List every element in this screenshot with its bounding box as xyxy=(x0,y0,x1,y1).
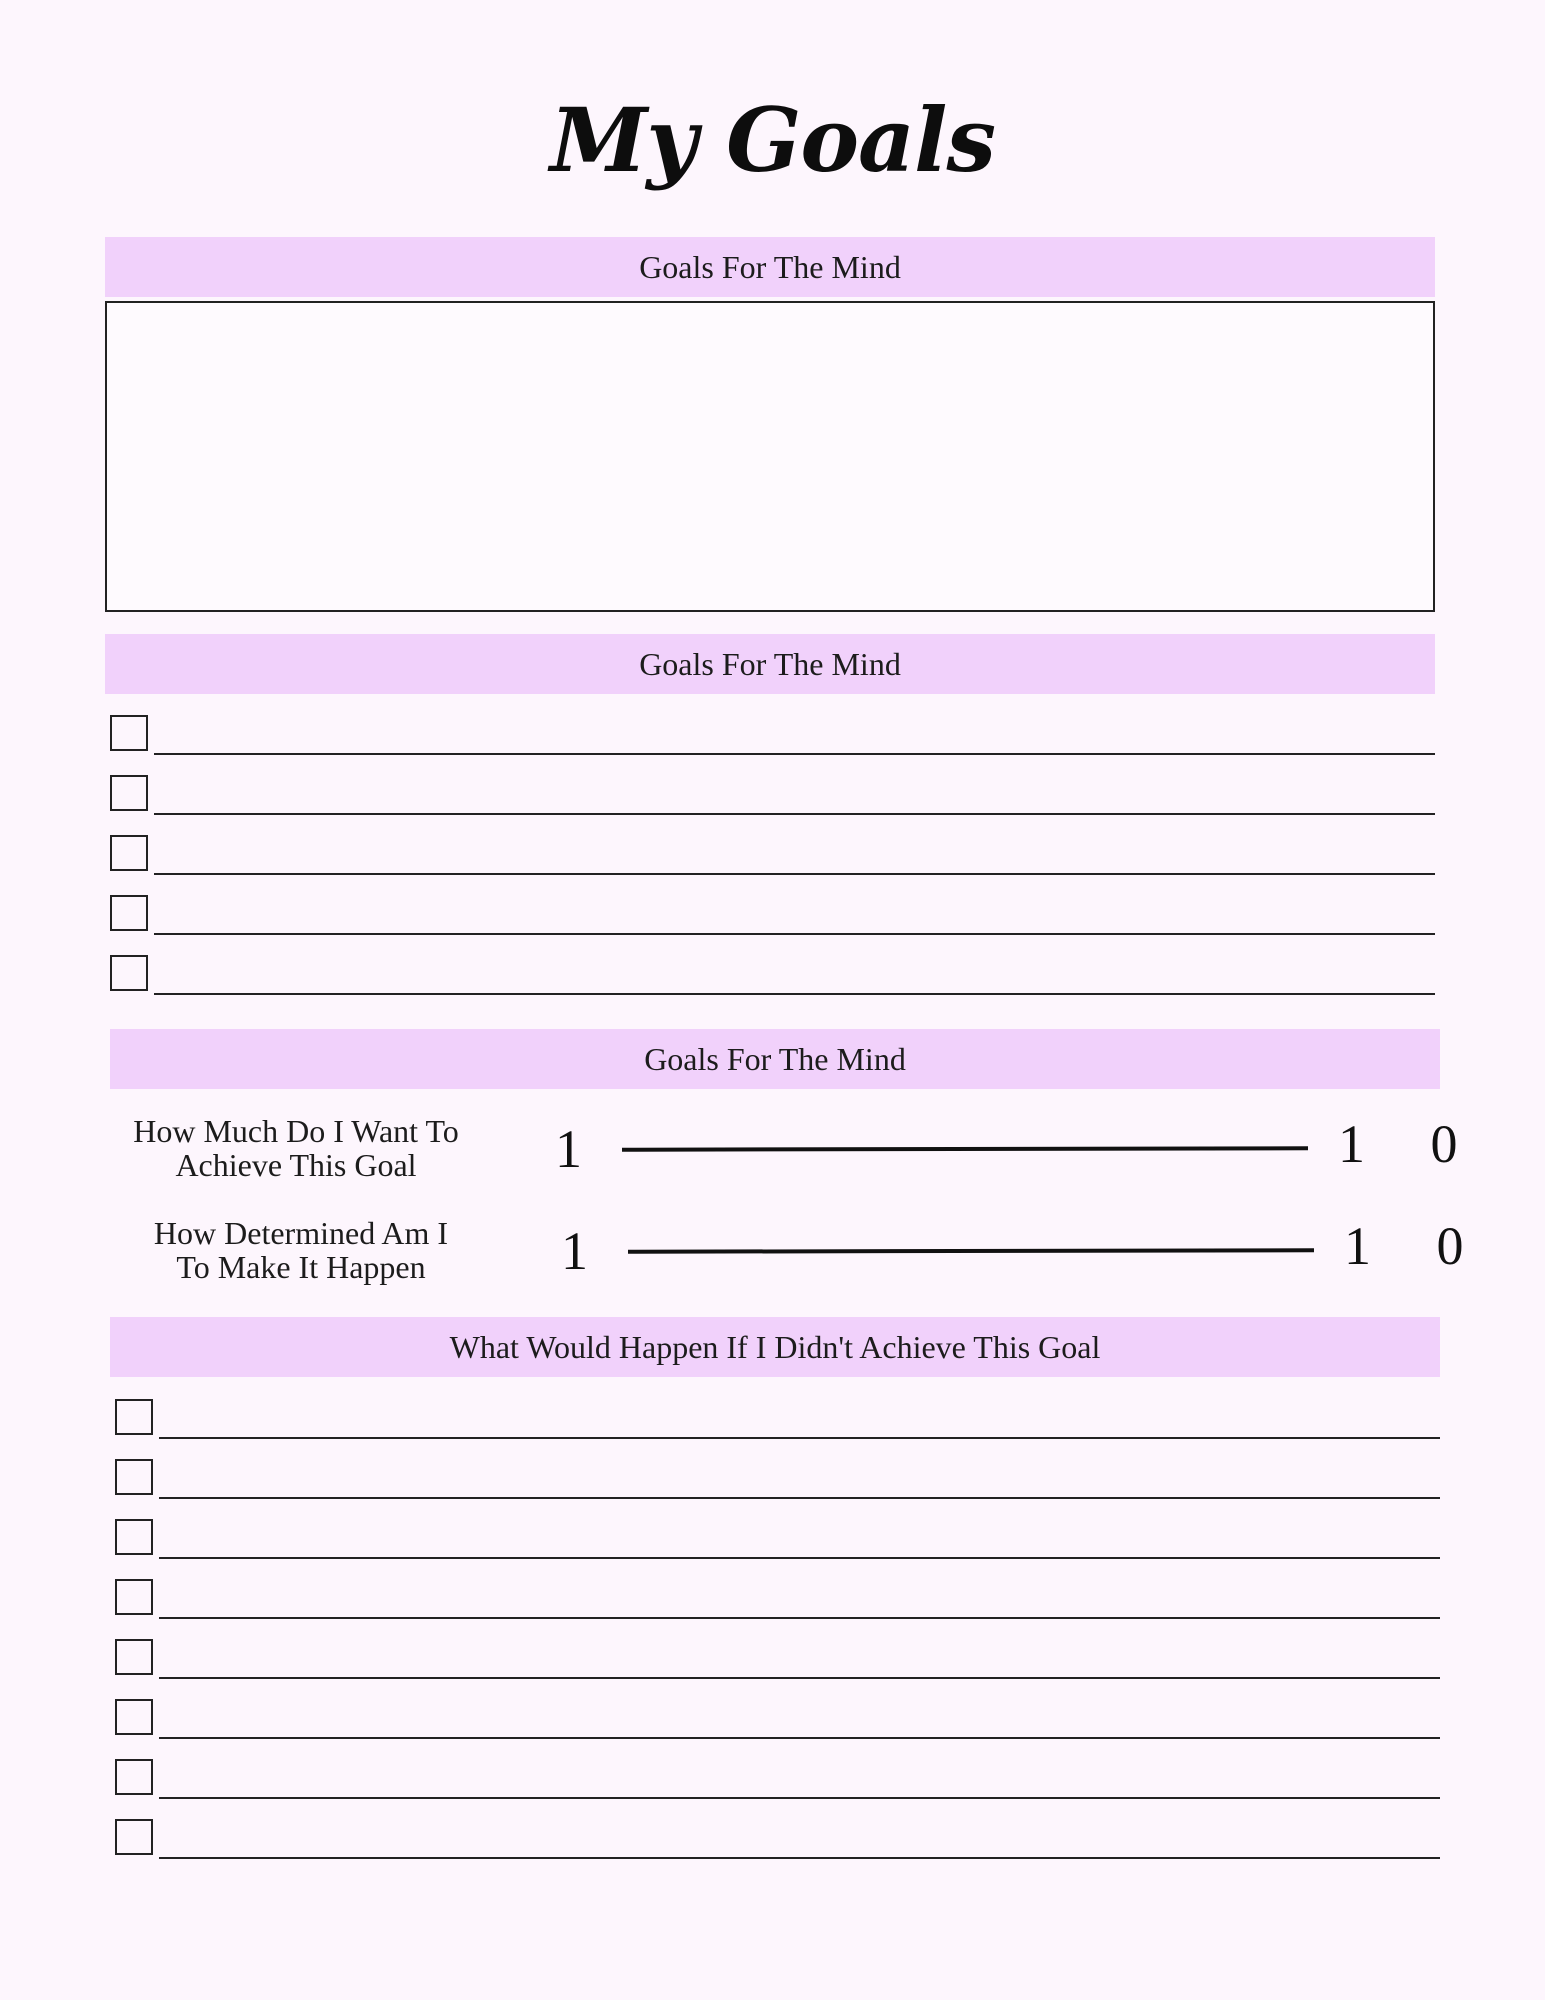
list-item xyxy=(110,895,1435,935)
list-item xyxy=(115,1819,1440,1859)
checkbox[interactable] xyxy=(110,955,148,991)
section-header-mind-box xyxy=(105,237,1435,297)
write-line[interactable] xyxy=(159,1437,1440,1439)
list-item xyxy=(110,835,1435,875)
rating-label-line: To Make It Happen xyxy=(176,1249,426,1285)
rating-label-line: Achieve This Goal xyxy=(175,1147,417,1183)
list-item xyxy=(115,1759,1440,1799)
goal-text-box[interactable] xyxy=(105,301,1435,612)
rating-label-line: How Much Do I Want To xyxy=(133,1113,459,1149)
write-line[interactable] xyxy=(159,1497,1440,1499)
section-header-label: What Would Happen If I Didn't Achieve This Goal xyxy=(449,1328,1101,1365)
rating-min: 1 xyxy=(561,1221,588,1281)
section-header-mind-list xyxy=(105,634,1435,694)
checkbox[interactable] xyxy=(110,895,148,931)
write-line[interactable] xyxy=(154,993,1435,995)
list-item xyxy=(115,1459,1440,1499)
list-item xyxy=(115,1519,1440,1559)
write-line[interactable] xyxy=(159,1617,1440,1619)
checkbox[interactable] xyxy=(115,1819,153,1855)
write-line[interactable] xyxy=(159,1737,1440,1739)
checkbox[interactable] xyxy=(115,1759,153,1795)
write-line[interactable] xyxy=(159,1677,1440,1679)
list-item xyxy=(115,1579,1440,1619)
section-header-label: Goals For The Mind xyxy=(639,248,901,285)
checkbox[interactable] xyxy=(115,1459,153,1495)
section-header-label: Goals For The Mind xyxy=(644,1040,906,1077)
rating-scale-desire[interactable] xyxy=(622,1146,1308,1151)
write-line[interactable] xyxy=(154,933,1435,935)
list-item xyxy=(115,1399,1440,1439)
rating-label-determination xyxy=(111,1216,491,1284)
checkbox[interactable] xyxy=(110,775,148,811)
checkbox[interactable] xyxy=(115,1399,153,1435)
list-item xyxy=(110,955,1435,995)
checkbox[interactable] xyxy=(115,1699,153,1735)
page-title: My Goals xyxy=(549,88,996,192)
section-header-consequences xyxy=(110,1317,1440,1377)
rating-max: 1 0 xyxy=(1344,1216,1490,1276)
write-line[interactable] xyxy=(159,1797,1440,1799)
list-item xyxy=(110,715,1435,755)
write-line[interactable] xyxy=(154,753,1435,755)
checkbox[interactable] xyxy=(110,835,148,871)
write-line[interactable] xyxy=(154,873,1435,875)
rating-min: 1 xyxy=(555,1119,582,1179)
rating-label-desire xyxy=(106,1114,486,1182)
write-line[interactable] xyxy=(159,1857,1440,1859)
section-header-mind-rating xyxy=(110,1029,1440,1089)
rating-label-line: How Determined Am I xyxy=(153,1215,449,1251)
checkbox[interactable] xyxy=(110,715,148,751)
write-line[interactable] xyxy=(159,1557,1440,1559)
write-line[interactable] xyxy=(154,813,1435,815)
section-header-label: Goals For The Mind xyxy=(639,645,901,682)
checkbox[interactable] xyxy=(115,1639,153,1675)
list-item xyxy=(115,1639,1440,1679)
list-item xyxy=(115,1699,1440,1739)
rating-scale-determination[interactable] xyxy=(628,1248,1314,1253)
rating-max: 1 0 xyxy=(1338,1114,1484,1174)
list-item xyxy=(110,775,1435,815)
checkbox[interactable] xyxy=(115,1579,153,1615)
checkbox[interactable] xyxy=(115,1519,153,1555)
